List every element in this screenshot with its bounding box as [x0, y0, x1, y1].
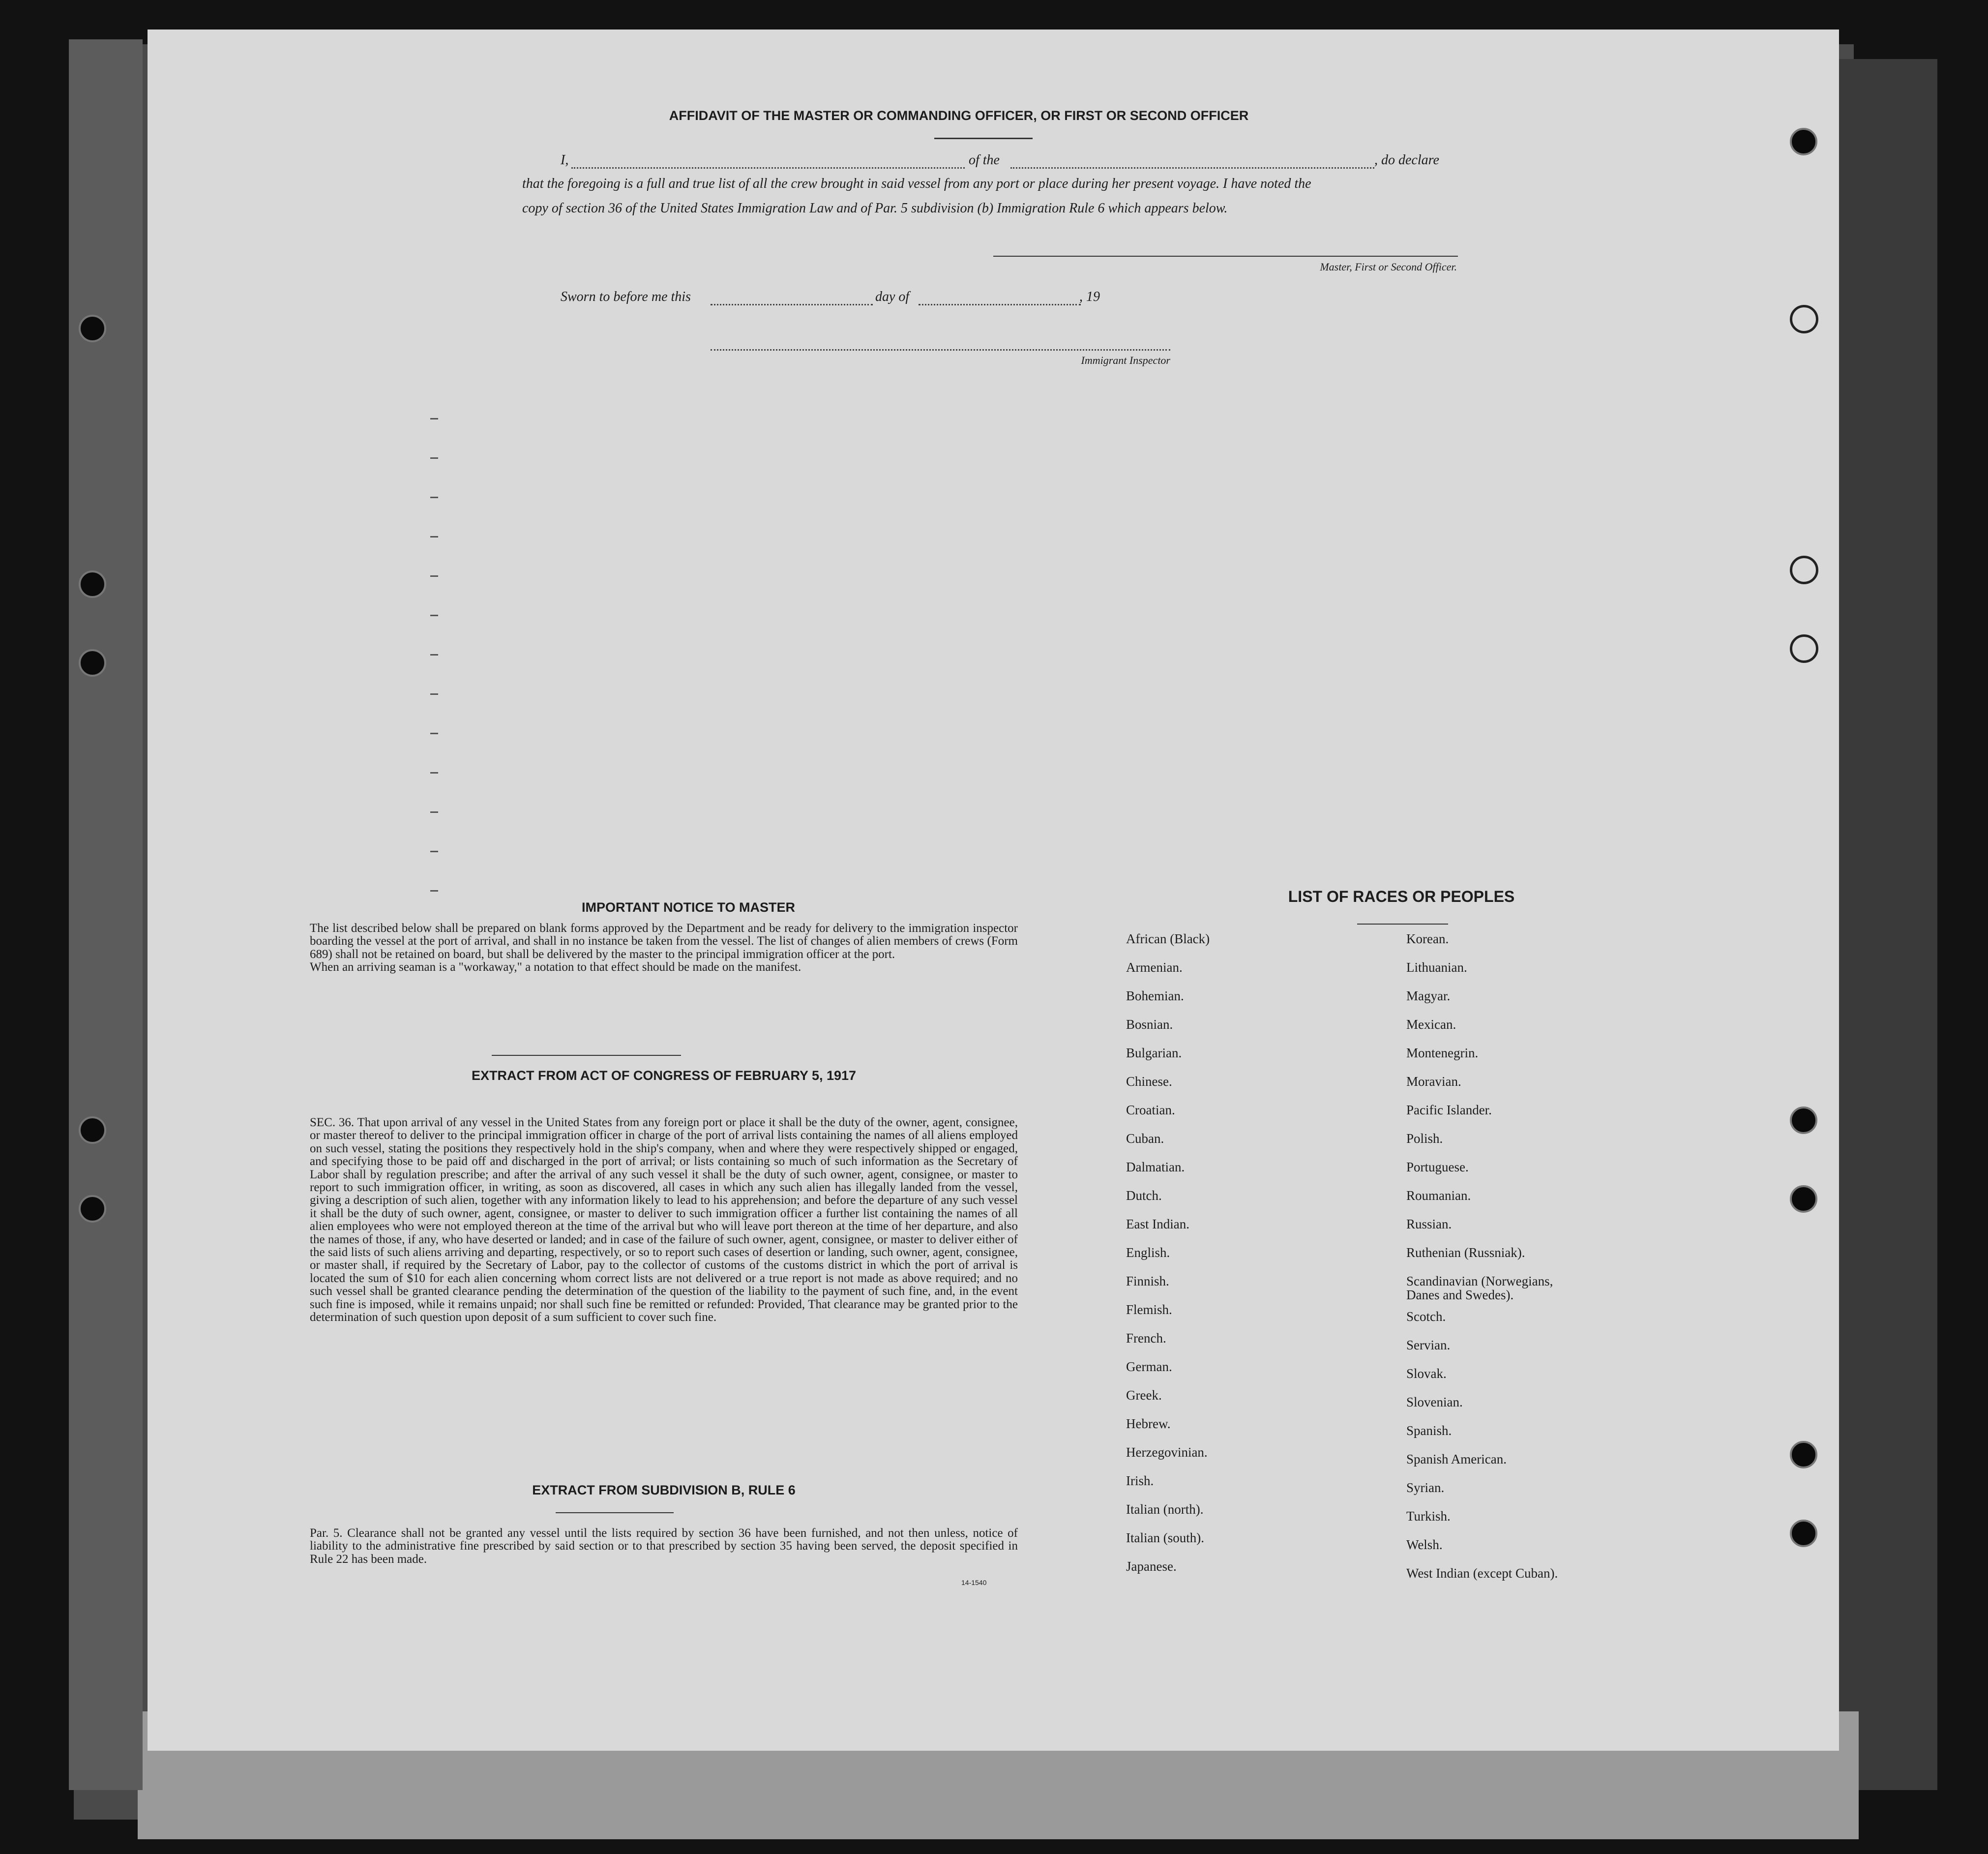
punch-hole — [1790, 634, 1818, 663]
race-item: Chinese. — [1126, 1074, 1172, 1089]
sworn-month-line[interactable] — [919, 304, 1081, 305]
race-item: Slovak. — [1406, 1366, 1447, 1381]
race-item: African (Black) — [1126, 931, 1210, 946]
do-declare-label: , do declare — [1374, 152, 1439, 168]
extract-rule-heading: EXTRACT FROM SUBDIVISION B, RULE 6 — [532, 1483, 796, 1497]
punch-hole — [1790, 1106, 1817, 1134]
year-label: , 19 — [1079, 289, 1100, 304]
stray-mark — [430, 733, 438, 734]
stray-mark — [430, 851, 438, 852]
race-item: Hebrew. — [1126, 1416, 1171, 1431]
race-item: Flemish. — [1126, 1302, 1172, 1317]
binder-hole — [79, 1195, 106, 1223]
punch-hole — [1790, 556, 1818, 584]
race-item: West Indian (except Cuban). — [1406, 1566, 1558, 1581]
divider — [492, 1055, 681, 1056]
race-item: East Indian. — [1126, 1217, 1189, 1231]
stray-mark — [430, 654, 438, 656]
race-item: Greek. — [1126, 1388, 1162, 1403]
affiant-name-line[interactable] — [571, 167, 965, 169]
race-item: Turkish. — [1406, 1509, 1451, 1524]
race-item: Syrian. — [1406, 1480, 1445, 1495]
race-item: Armenian. — [1126, 960, 1183, 975]
race-item: Pacific Islander. — [1406, 1103, 1492, 1117]
divider — [934, 138, 1033, 139]
stray-mark — [430, 457, 438, 459]
form-page — [148, 30, 1839, 1751]
stray-mark — [430, 497, 438, 498]
race-item: Roumanian. — [1406, 1188, 1471, 1203]
race-item: Italian (north). — [1126, 1502, 1204, 1517]
stray-mark — [430, 890, 438, 892]
race-item: Moravian. — [1406, 1074, 1461, 1089]
binder-hole — [79, 570, 106, 598]
race-item: Bosnian. — [1126, 1017, 1173, 1032]
binder-strip — [69, 39, 143, 1790]
race-item: Scandinavian (Norwegians, Danes and Swedes). — [1406, 1274, 1553, 1302]
sworn-day-line[interactable] — [711, 304, 873, 305]
of-the-label: of the — [969, 152, 1000, 168]
race-item: Montenegrin. — [1406, 1046, 1479, 1060]
race-item: Croatian. — [1126, 1103, 1175, 1117]
race-item: English. — [1126, 1245, 1170, 1260]
race-item: Spanish American. — [1406, 1452, 1507, 1466]
punch-hole — [1790, 1441, 1817, 1468]
race-item: Servian. — [1406, 1338, 1451, 1352]
race-item: Dalmatian. — [1126, 1160, 1185, 1174]
stray-mark — [430, 575, 438, 577]
race-item: Welsh. — [1406, 1537, 1443, 1552]
punch-hole — [1790, 1520, 1817, 1547]
divider — [556, 1512, 674, 1513]
race-item: Herzegovinian. — [1126, 1445, 1208, 1460]
background-sheet-edge — [1829, 59, 1937, 1790]
race-item: Spanish. — [1406, 1423, 1452, 1438]
race-item: Russian. — [1406, 1217, 1452, 1231]
race-item: Mexican. — [1406, 1017, 1456, 1032]
races-heading: LIST OF RACES OR PEOPLES — [1288, 888, 1515, 905]
affiant-label: I, — [561, 152, 569, 168]
affidavit-line-3: copy of section 36 of the United States Immigration Law and of Par. 5 subdivision (b) Immigration Rule 6 which appears below. — [522, 201, 1228, 216]
stray-mark — [430, 418, 438, 419]
race-item: Scotch. — [1406, 1309, 1446, 1324]
divider — [1357, 924, 1448, 925]
stray-mark — [430, 536, 438, 538]
affidavit-line-2: that the foregoing is a full and true list of all the crew brought in said vessel from any port or place during her present voyage. I have noted the — [522, 176, 1311, 191]
stray-mark — [430, 811, 438, 813]
binder-hole — [79, 649, 106, 677]
inspector-caption: Immigrant Inspector — [1081, 354, 1170, 366]
race-item: Slovenian. — [1406, 1395, 1463, 1409]
race-item: Portuguese. — [1406, 1160, 1469, 1174]
race-item: Polish. — [1406, 1131, 1443, 1146]
race-item: Bulgarian. — [1126, 1046, 1182, 1060]
stray-mark — [430, 615, 438, 616]
race-item: Lithuanian. — [1406, 960, 1467, 975]
punch-hole — [1790, 305, 1818, 333]
form-number: 14-1540 — [961, 1579, 987, 1586]
punch-hole — [1790, 1185, 1817, 1213]
race-item: Dutch. — [1126, 1188, 1162, 1203]
signature-caption: Master, First or Second Officer. — [1320, 261, 1457, 273]
race-item: Ruthenian (Russniak). — [1406, 1245, 1525, 1260]
race-item: Finnish. — [1126, 1274, 1169, 1288]
binder-hole — [79, 1116, 106, 1144]
race-item: French. — [1126, 1331, 1166, 1346]
day-of-label: day of — [875, 289, 910, 304]
notice-body: The list described below shall be prepared on blank forms approved by the Department and be ready for delivery to the immigration inspector boarding the vessel at the port of arrival, and shall in no instance be taken from the vessel. The list of changes of alien members of crews (Form 689) shall not be retained on board, but shall be delivered by the master to the principal immigration officer at the port. When an arriving seaman is a "workaway," a notation to that effect should be made on the manifest. — [310, 922, 1018, 974]
extract-rule-body: Par. 5. Clearance shall not be granted any vessel until the lists required by section 36 have been furnished, and not then unless, notice of liability to the administrative fine prescribed by said section or to that prescribed by section 35 having been served, the deposit specified in Rule 22 has been made. — [310, 1526, 1018, 1566]
race-item: Korean. — [1406, 931, 1449, 946]
affidavit-heading: AFFIDAVIT OF THE MASTER OR COMMANDING OFFICER, OR FIRST OR SECOND OFFICER — [669, 108, 1249, 123]
race-item: Cuban. — [1126, 1131, 1164, 1146]
race-item: German. — [1126, 1359, 1172, 1374]
stray-mark — [430, 772, 438, 774]
race-item: Japanese. — [1126, 1559, 1177, 1574]
race-item: Irish. — [1126, 1473, 1154, 1488]
stray-mark — [430, 693, 438, 695]
race-item: Magyar. — [1406, 988, 1451, 1003]
race-item: Bohemian. — [1126, 988, 1184, 1003]
notice-heading: IMPORTANT NOTICE TO MASTER — [582, 900, 795, 915]
extract-act-body: SEC. 36. That upon arrival of any vessel in the United States from any foreign port or place it shall be the duty of the owner, agent, consignee, or master thereof to deliver to the principal immigration officer in charge of the port of arrival lists containing the names of all aliens employed on such vessel, stating the positions they respectively hold in the ship's company, when and where they were respectively shipped or engaged, and specifying those to be paid off and discharged in the port of arrival; or lists containing so much of such information as the Secretary of Labor shall by regulation prescribe; and after the arrival of any such vessel it shall be the duty of such owner, agent, consignee, or master to report to such immigration officer, in writing, as soon as discovered, all cases in which any such alien has illegally landed from the vessel, giving a description of such alien, together with any information likely to lead to his apprehension; and before the departure of any such vessel it shall be the duty of such owner, agent, consignee, or master to deliver to such immigration officer a further list containing the names of all alien employees who were not employed thereon at the time of the arrival but who will leave port thereon at the time of her departure, and also the names of those, if any, who have deserted or landed; and in case of the failure of such owner, agent, consignee, or master to deliver either of the said lists of such aliens arriving and departing, respectively, or so to report such cases of desertion or landing, such owner, agent, consignee, or master shall, if required by the Secretary of Labor, pay to the collector of customs of the customs district in which the port of arrival is located the sum of $10 for each alien concerning whom correct lists are not delivered or a true report is not made as above required; and no such vessel shall be granted clearance pending the determination of the question of the liability to the payment of such fine, and, in the event such fine is imposed, while it remains unpaid; nor shall such fine be remitted or refunded: Provided, That clearance may be granted prior to the determination of such question upon deposit of a sum sufficient to cover such fine. — [310, 1116, 1018, 1324]
binder-hole — [79, 315, 106, 342]
race-item: Italian (south). — [1126, 1530, 1204, 1545]
inspector-signature-line[interactable] — [711, 349, 1170, 351]
extract-act-heading: EXTRACT FROM ACT OF CONGRESS OF FEBRUARY 5, 1917 — [471, 1068, 857, 1083]
punch-hole — [1790, 128, 1817, 155]
vessel-name-line[interactable] — [1010, 167, 1374, 169]
sworn-label: Sworn to before me this — [561, 289, 691, 304]
signature-line[interactable] — [993, 256, 1458, 257]
